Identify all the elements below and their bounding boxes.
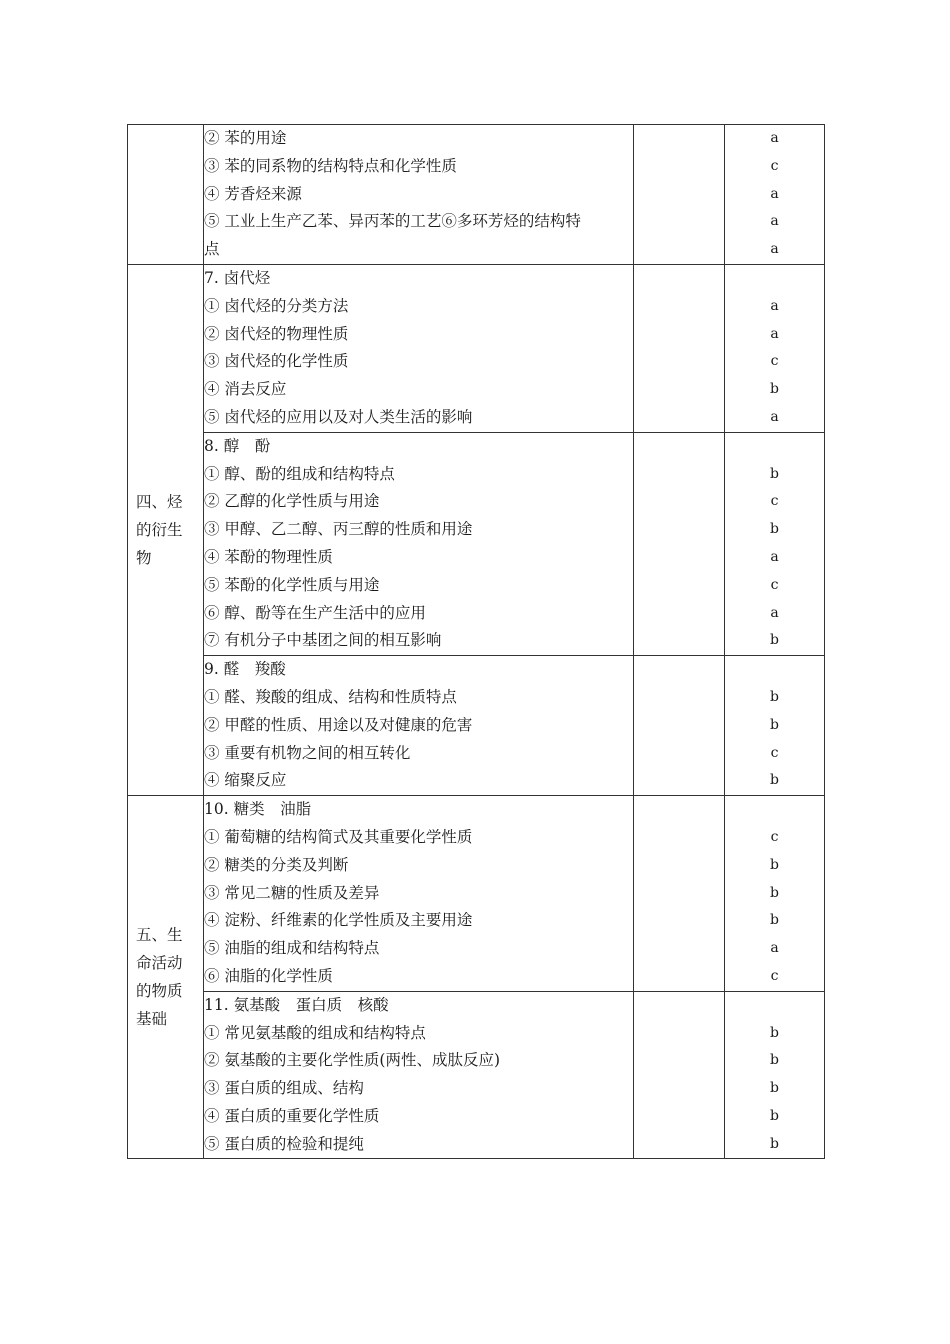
- topic-cell: [128, 264, 204, 795]
- level-value: a: [770, 185, 779, 202]
- level-cell: [725, 125, 825, 265]
- knowledge-item: ① 醛、羧酸的组成、结构和性质特点: [204, 687, 457, 706]
- content-cell: [204, 125, 634, 265]
- level-cell: [725, 656, 825, 796]
- topic-line: 五、生: [136, 926, 183, 945]
- table-row: [128, 991, 825, 1159]
- level-value: b: [770, 1107, 779, 1124]
- knowledge-item: ② 苯的用途: [204, 129, 287, 147]
- content-cell: [204, 796, 634, 992]
- level-value: b: [770, 1024, 779, 1041]
- section-header: 11. 氨基酸 蛋白质 核酸: [204, 995, 389, 1014]
- level-value: b: [770, 521, 779, 538]
- content-cell: [204, 991, 634, 1159]
- level-value: c: [770, 157, 779, 174]
- section-header: 8. 醇 酚: [204, 436, 271, 455]
- topic-line: 命活动: [136, 954, 183, 973]
- knowledge-item: 点: [204, 240, 220, 259]
- level-value: c: [770, 576, 779, 593]
- level-value: c: [770, 828, 779, 845]
- level-value: c: [770, 493, 779, 510]
- level-value: b: [770, 856, 779, 873]
- level-value: b: [770, 465, 779, 482]
- level-value: b: [770, 884, 779, 901]
- table-row: [128, 432, 825, 655]
- knowledge-item: ⑤ 油脂的组成和结构特点: [204, 939, 380, 958]
- level-spacer: [725, 265, 824, 293]
- level-value: a: [770, 548, 779, 565]
- topic-line: 的物质: [136, 982, 183, 1001]
- knowledge-item: ③ 常见二糖的性质及差异: [204, 883, 380, 902]
- level-value: a: [770, 604, 779, 621]
- topic-line: 物: [136, 549, 152, 568]
- knowledge-item: ⑥ 油脂的化学性质: [204, 966, 333, 985]
- topic-line: 基础: [136, 1010, 168, 1029]
- level-value: a: [770, 130, 779, 146]
- requirement-cell: [634, 432, 725, 655]
- knowledge-item: ③ 蛋白质的组成、结构: [204, 1079, 364, 1098]
- level-value: a: [770, 940, 779, 957]
- knowledge-item: ③ 重要有机物之间的相互转化: [204, 743, 411, 762]
- knowledge-item: ① 葡萄糖的结构简式及其重要化学性质: [204, 827, 473, 846]
- knowledge-item: ① 醇、酚的组成和结构特点: [204, 464, 395, 483]
- level-value: c: [770, 744, 779, 761]
- knowledge-item: ② 氨基酸的主要化学性质(两性、成肽反应): [204, 1051, 501, 1070]
- knowledge-item: ④ 缩聚反应: [204, 771, 287, 790]
- level-value: c: [770, 967, 779, 984]
- requirement-cell: [634, 656, 725, 796]
- table-row: [128, 796, 825, 992]
- knowledge-item: ⑥ 醇、酚等在生产生活中的应用: [204, 603, 426, 622]
- topic-cell: [128, 796, 204, 1159]
- level-cell: [725, 991, 825, 1159]
- level-value: a: [770, 325, 779, 342]
- requirement-cell: [634, 264, 725, 432]
- level-spacer: [725, 656, 824, 684]
- content-cell: [204, 432, 634, 655]
- knowledge-item: ③ 甲醇、乙二醇、丙三醇的性质和用途: [204, 520, 473, 539]
- knowledge-item: ③ 苯的同系物的结构特点和化学性质: [204, 156, 457, 175]
- knowledge-item: ① 常见氨基酸的组成和结构特点: [204, 1023, 426, 1042]
- level-value: b: [770, 1135, 779, 1152]
- knowledge-item: ① 卤代烃的分类方法: [204, 296, 349, 315]
- level-value: b: [770, 1080, 779, 1097]
- content-cell: [204, 264, 634, 432]
- requirement-cell: [634, 125, 725, 265]
- level-cell: [725, 264, 825, 432]
- level-value: b: [770, 688, 779, 705]
- knowledge-item: ⑤ 蛋白质的检验和提纯: [204, 1134, 364, 1153]
- section-header: 9. 醛 羧酸: [204, 660, 286, 679]
- knowledge-item: ⑤ 卤代烃的应用以及对人类生活的影响: [204, 407, 473, 426]
- syllabus-table: [127, 124, 825, 1159]
- knowledge-item: ② 甲醛的性质、用途以及对健康的危害: [204, 715, 473, 734]
- section-header: 10. 糖类 油脂: [204, 800, 312, 819]
- knowledge-item: ④ 消去反应: [204, 380, 287, 399]
- section-header: 7. 卤代烃: [204, 268, 271, 287]
- level-spacer: [725, 992, 824, 1020]
- level-cell: [725, 432, 825, 655]
- level-value: b: [770, 632, 779, 649]
- level-value: a: [770, 297, 779, 314]
- level-value: b: [770, 912, 779, 929]
- topic-cell: [128, 125, 204, 265]
- knowledge-item: ⑦ 有机分子中基团之间的相互影响: [204, 631, 442, 650]
- table-row: [128, 656, 825, 796]
- knowledge-item: ④ 芳香烃来源: [204, 184, 302, 203]
- level-spacer: [725, 796, 824, 824]
- table-row: [128, 125, 825, 265]
- content-cell: [204, 656, 634, 796]
- level-value: c: [770, 353, 779, 370]
- knowledge-item: ② 糖类的分类及判断: [204, 855, 349, 874]
- knowledge-item: ③ 卤代烃的化学性质: [204, 352, 349, 371]
- requirement-cell: [634, 796, 725, 992]
- level-value: b: [770, 1052, 779, 1069]
- level-value: a: [770, 408, 779, 425]
- topic-line: 四、烃: [136, 493, 183, 512]
- knowledge-item: ⑤ 工业上生产乙苯、异丙苯的工艺⑥多环芳烃的结构特: [204, 212, 581, 231]
- level-value: b: [770, 716, 779, 733]
- level-spacer: [725, 433, 824, 461]
- level-cell: [725, 796, 825, 992]
- level-value: a: [770, 213, 779, 230]
- knowledge-item: ④ 蛋白质的重要化学性质: [204, 1106, 380, 1125]
- requirement-cell: [634, 991, 725, 1159]
- knowledge-item: ⑤ 苯酚的化学性质与用途: [204, 575, 380, 594]
- knowledge-item: ② 卤代烃的物理性质: [204, 324, 349, 343]
- syllabus-table-body: [128, 125, 825, 1159]
- level-value: b: [770, 381, 779, 398]
- knowledge-item: ④ 淀粉、纤维素的化学性质及主要用途: [204, 911, 473, 930]
- knowledge-item: ④ 苯酚的物理性质: [204, 547, 333, 566]
- topic-line: 的衍生: [136, 521, 183, 540]
- table-row: [128, 264, 825, 432]
- knowledge-item: ② 乙醇的化学性质与用途: [204, 492, 380, 511]
- level-value: a: [770, 241, 779, 258]
- level-value: b: [770, 772, 779, 789]
